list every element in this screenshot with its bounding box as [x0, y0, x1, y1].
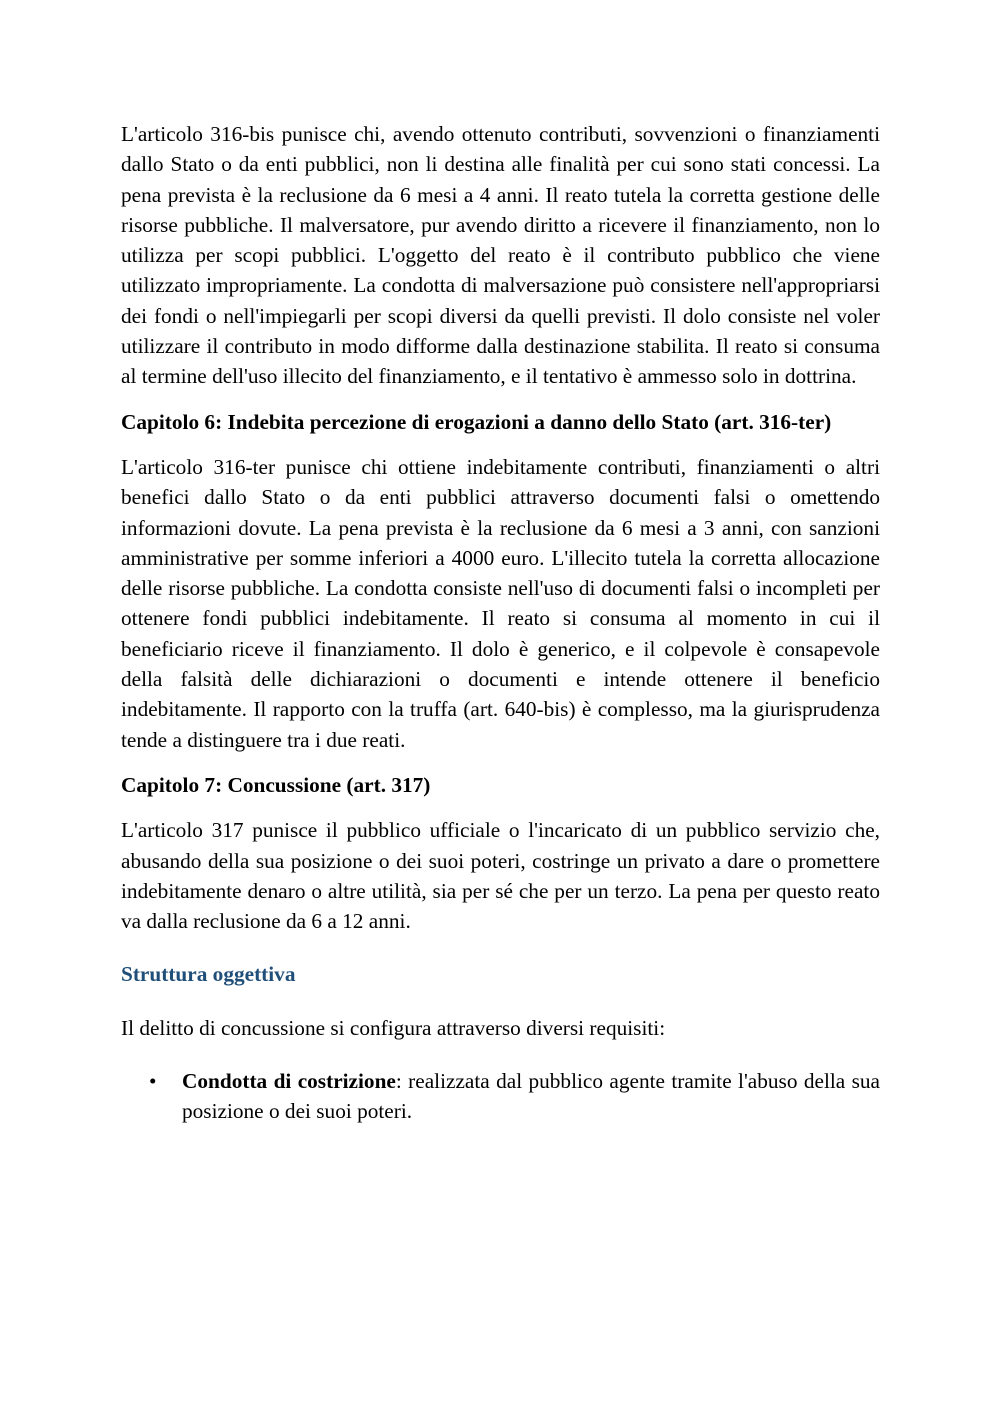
- requirement-term: Condotta di costrizione: [182, 1069, 396, 1094]
- requirement-description: : realizzata dal pubblico agente tramite l'abuso della sua posizione o dei suoi poteri.: [182, 1069, 880, 1124]
- bullet-icon: •: [149, 1069, 157, 1094]
- paragraph-art-316-ter: L'articolo 316-ter punisce chi ottiene indebitamente contributi, finanziamenti o altri benefici dallo Stato o da enti pubblici attraverso documenti falsi o omettendo informazioni dovute. La pena prevista è la reclusione da 6 mesi a 3 anni, con sanzioni amministrative per somme inferiori a 4000 euro. L'illecito tutela la corretta allocazione delle risorse pubbliche. La condotta consiste nell'uso di documenti falsi o incompleti per ottenere fondi pubblici indebitamente. Il reato si consuma al momento in cui il beneficiario riceve il finanziamento. Il dolo è generico, e il colpevole è consapevole della falsità delle dichiarazioni o documenti e intende ottenere il beneficio indebitamente. Il rapporto con la truffa (art. 640-bis) è complesso, ma la giurisprudenza tende a distinguere tra i due reati.: [121, 454, 880, 752]
- chapter-7-heading: Capitolo 7: Concussione (art. 317): [121, 772, 431, 797]
- section-heading-struttura-oggettiva: Struttura oggettiva: [121, 962, 296, 987]
- requirements-list: [121, 1066, 880, 1127]
- document-page: [121, 119, 880, 1127]
- requirements-intro: Il delitto di concussione si configura attraverso diversi requisiti:: [121, 1015, 666, 1040]
- chapter-6-heading: Capitolo 6: Indebita percezione di erogazioni a danno dello Stato (art. 316-ter): [121, 409, 832, 434]
- paragraph-art-317: L'articolo 317 punisce il pubblico ufficiale o l'incaricato di un pubblico servizio che, abusando della sua posizione o dei suoi poteri, costringe un privato a dare o promettere indebitamente denaro o altre utilità, sia per sé che per un terzo. La pena per questo reato va dalla reclusione da 6 a 12 anni.: [121, 818, 880, 934]
- list-item: [149, 1066, 880, 1127]
- paragraph-art-316-bis: L'articolo 316-bis punisce chi, avendo ottenuto contributi, sovvenzioni o finanziamenti dallo Stato o da enti pubblici, non li destina alle finalità per cui sono stati concessi. La pena prevista è la reclusione da 6 mesi a 4 anni. Il reato tutela la corretta gestione delle risorse pubbliche. Il malversatore, pur avendo diritto a ricevere il finanziamento, non lo utilizza per scopi pubblici. L'oggetto del reato è il contributo pubblico che viene utilizzato impropriamente. La condotta di malversazione può consistere nell'appropriarsi dei fondi o nell'impiegarli per scopi diversi da quelli previsti. Il dolo consiste nel voler utilizzare il contributo in modo difforme dalla destinazione stabilita. Il reato si consuma al termine dell'uso illecito del finanziamento, e il tentativo è ammesso solo in dottrina.: [121, 122, 880, 389]
